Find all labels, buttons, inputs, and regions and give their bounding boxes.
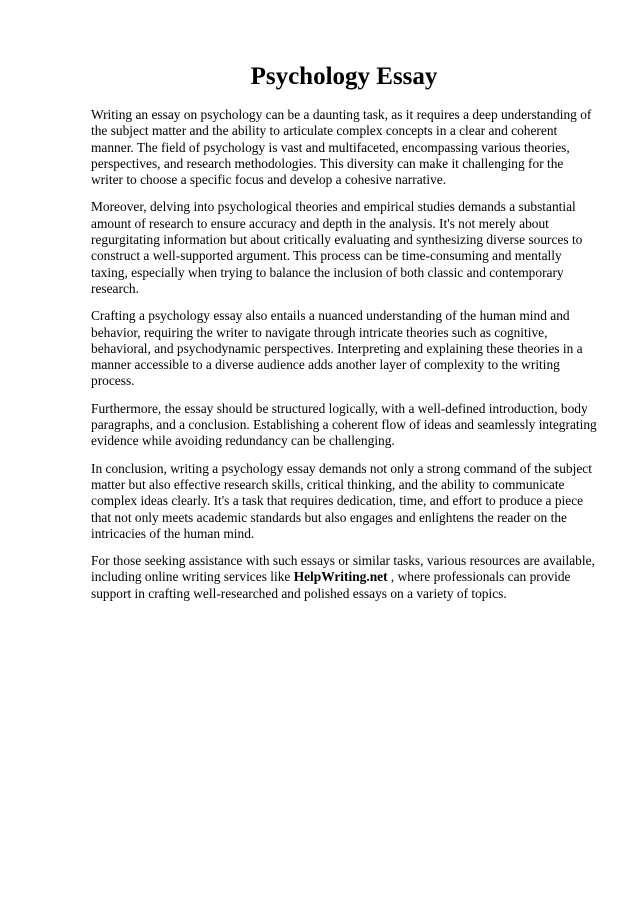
closing-text-before: For those seeking assistance with such essays or similar tasks, various resources are available, including online writing services like	[91, 553, 595, 585]
paragraph-theories: Crafting a psychology essay also entails a nuanced understanding of the human mind and behavior, requiring the writer to navigate through intricate theories such as cognitive, behavioral, and psychodynamic perspectives. Interpreting and explaining these theories in a manner accessible to a diverse audience adds another layer of complexity to the writing process.	[91, 308, 583, 389]
document-page	[91, 62, 597, 613]
paragraph-research: Moreover, delving into psychological theories and empirical studies demands a substantial amount of research to ensure accuracy and depth in the analysis. It's not merely about regurgitating information but about critically evaluating and synthesizing diverse sources to construct a well-supported argument. This process can be time-consuming and mentally taxing, especially when trying to balance the inclusion of both classic and contemporary research.	[91, 199, 583, 296]
paragraph-conclusion: In conclusion, writing a psychology essay demands not only a strong command of the subject matter but also effective research skills, critical thinking, and the ability to communicate complex ideas clearly. It's a task that requires dedication, time, and effort to produce a piece that not only meets academic standards but also engages and enlightens the reader on the intricacies of the human mind.	[91, 460, 592, 541]
document-title: Psychology Essay	[250, 63, 438, 90]
paragraph-structure: Furthermore, the essay should be structured logically, with a well-defined introduction, body paragraphs, and a conclusion. Establishing a coherent flow of ideas and seamlessly integrating evidence while avoiding redundancy can be challenging.	[91, 400, 597, 449]
closing-text-after: , where professionals can provide support in crafting well-researched and polished essays on a variety of topics.	[91, 569, 571, 601]
paragraph-closing	[91, 553, 597, 602]
helpwriting-link[interactable]: HelpWriting.net	[293, 569, 388, 585]
paragraph-intro: Writing an essay on psychology can be a daunting task, as it requires a deep understanding of the subject matter and the ability to articulate complex concepts in a clear and coherent manner. The field of psychology is vast and multifaceted, encompassing various theories, perspectives, and research methodologies. This diversity can make it challenging for the writer to choose a specific focus and develop a cohesive narrative.	[91, 107, 592, 188]
